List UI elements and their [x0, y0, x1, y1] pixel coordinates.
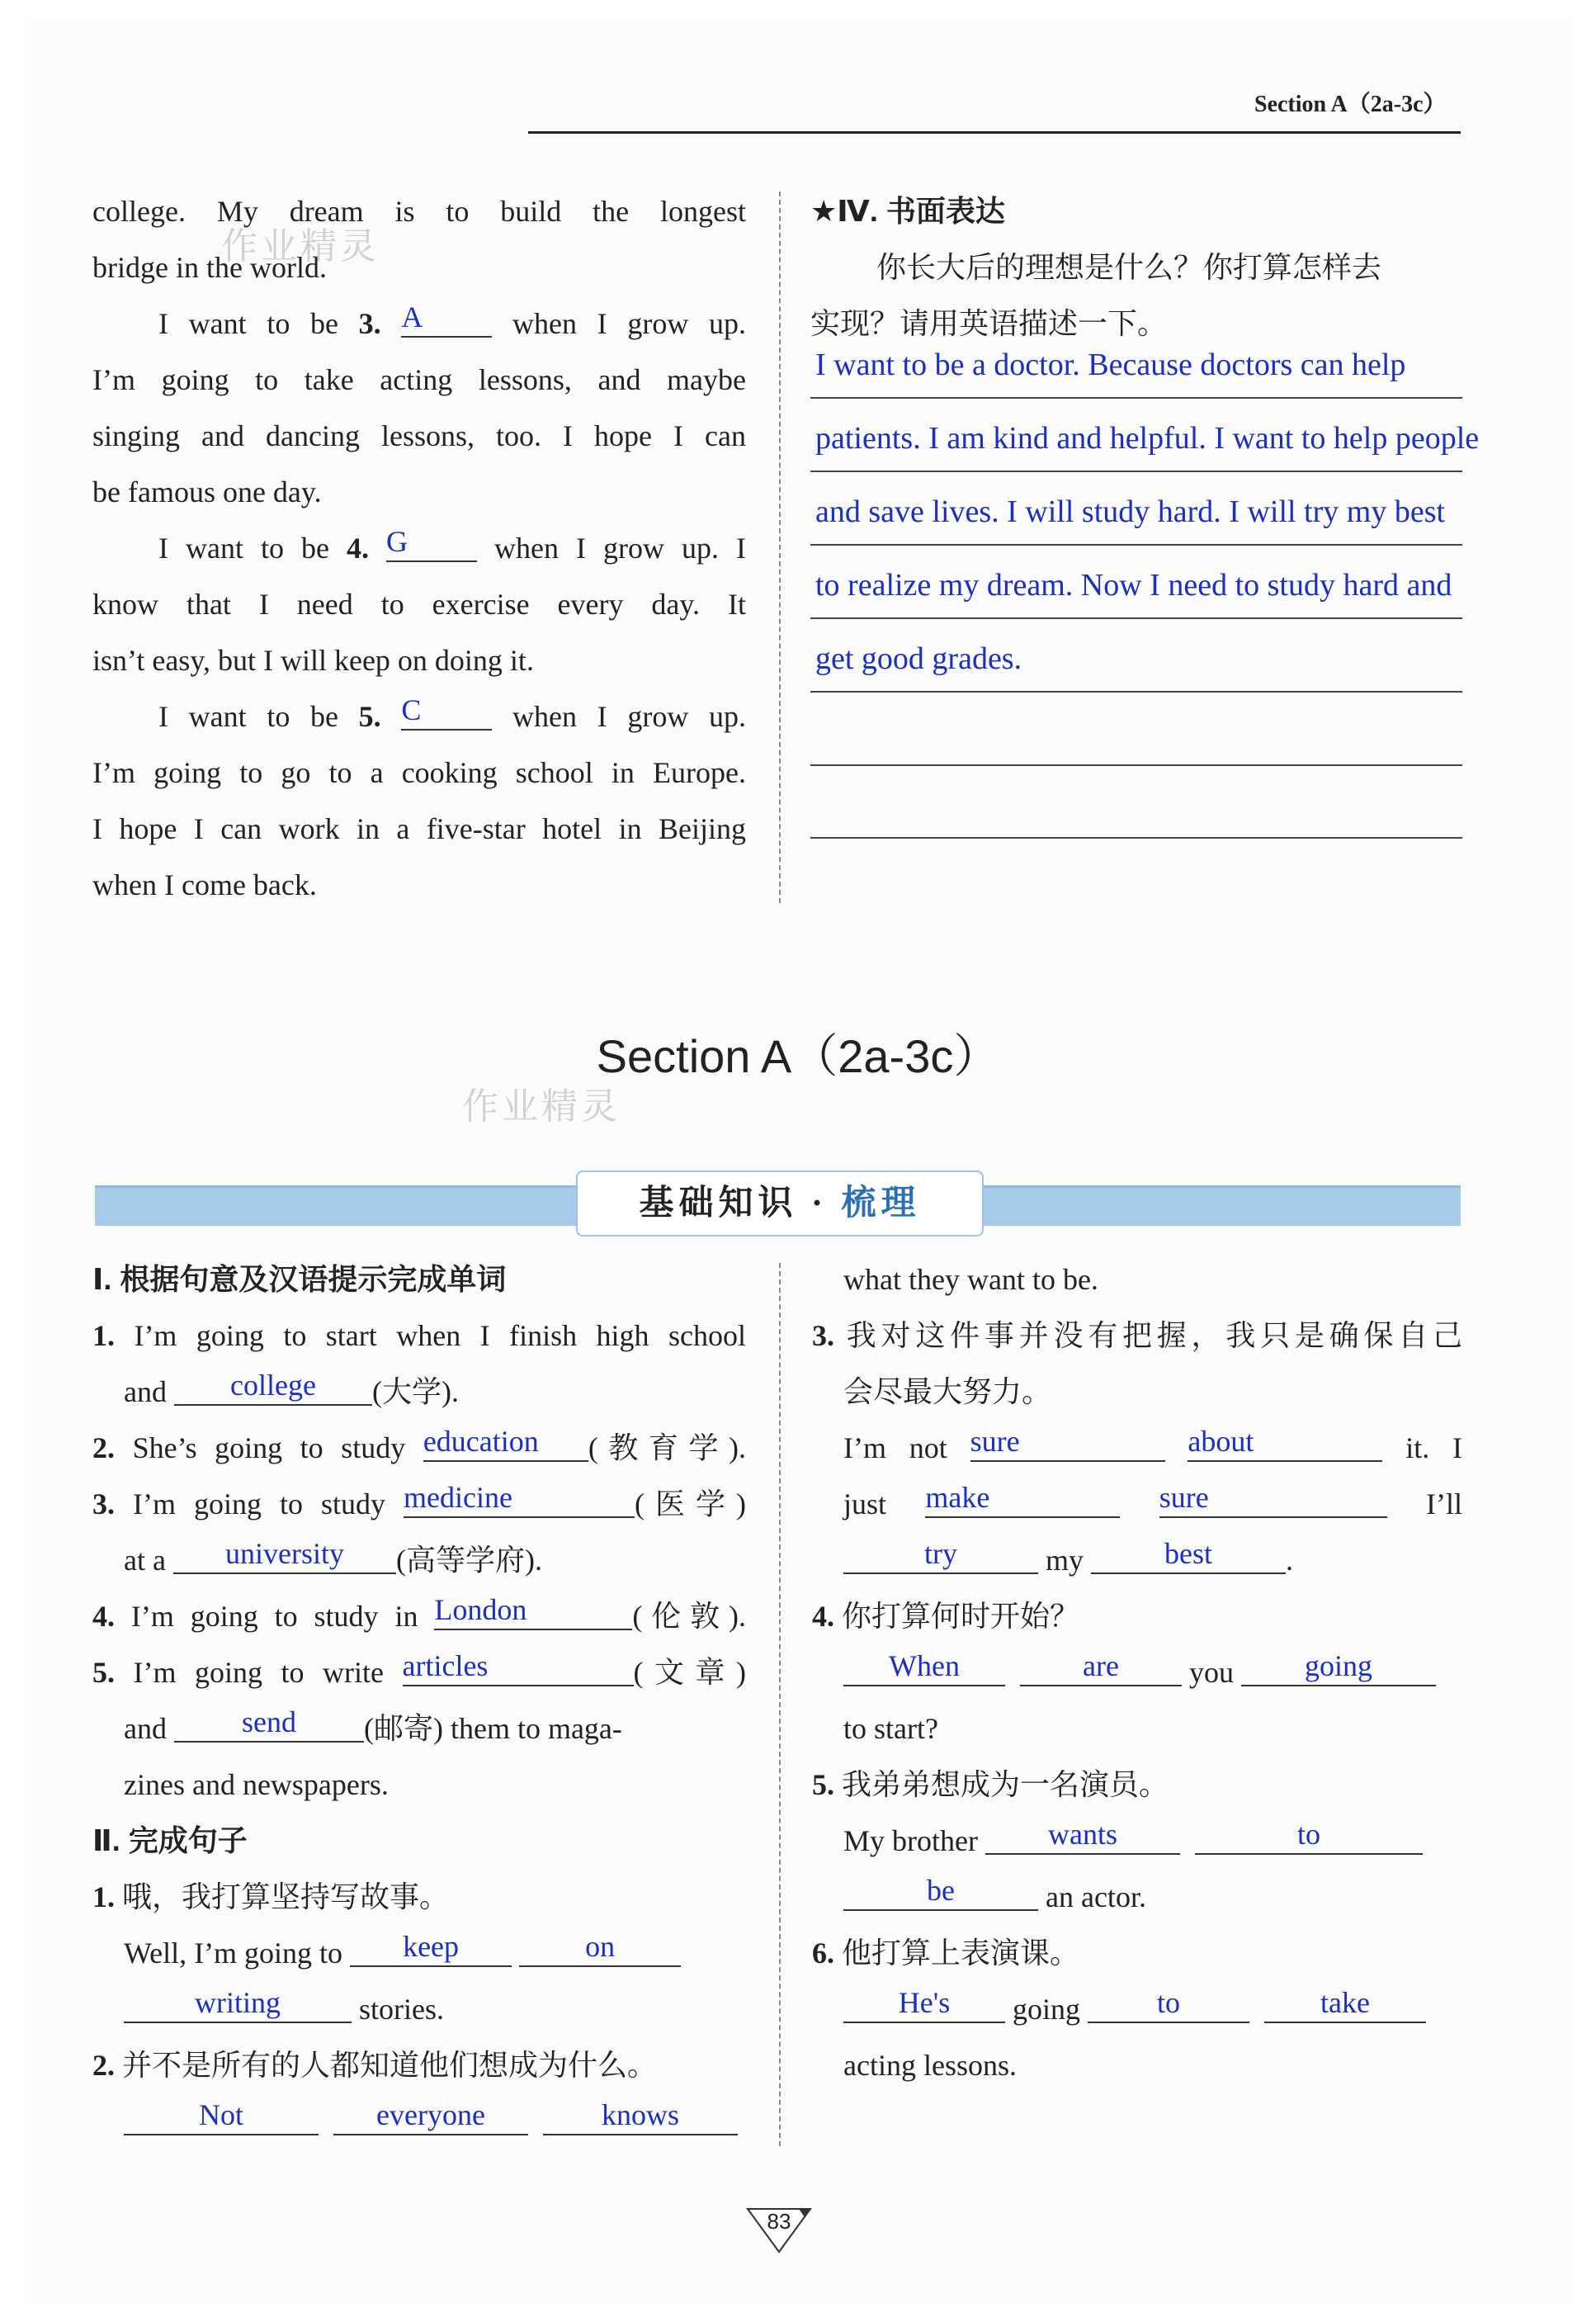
q3-line1: [92, 1476, 746, 1532]
column-divider: [779, 192, 781, 903]
text: I want to be: [158, 307, 359, 340]
writing-section: [810, 183, 1462, 352]
p2q1-cn: [92, 1869, 746, 1925]
answer-blank[interactable]: to: [1088, 1984, 1249, 2023]
text: I’m going to study: [133, 1487, 404, 1520]
answer-blank[interactable]: articles: [403, 1647, 634, 1686]
item-number: 3.: [812, 1319, 834, 1352]
header-rule: [528, 131, 1461, 134]
text: just: [843, 1487, 926, 1520]
writing-prompt: 你长大后的理想是什么？你打算怎样去: [876, 251, 1382, 284]
writing-rule: [810, 544, 1462, 546]
reading-line: I hope I can work in a five-star hotel in Beijing: [92, 812, 746, 845]
item-number: 1.: [92, 1880, 115, 1913]
text: stories.: [352, 1993, 444, 2026]
text: you: [1182, 1656, 1241, 1689]
p2q3-cn2: 会尽最大努力。: [843, 1375, 1052, 1408]
text: 他打算上表演课。: [842, 1937, 1080, 1970]
text: when I grow up. I: [477, 532, 747, 565]
part2-heading: Ⅱ. 完成句子: [92, 1823, 248, 1857]
text: 我对这件事并没有把握，我只是确保自己: [846, 1319, 1462, 1352]
running-header: Section A（2a-3c）: [1254, 92, 1447, 117]
exercise-left: [92, 1251, 746, 2149]
text: and: [124, 1712, 174, 1745]
text: 哦，我打算坚持写故事。: [122, 1880, 450, 1913]
text: I’m going to start when I finish high school: [134, 1319, 746, 1352]
text: my: [1038, 1544, 1092, 1577]
q1-line1: [92, 1308, 746, 1364]
answer-blank[interactable]: about: [1188, 1422, 1382, 1462]
reading-line: college. My dream is to build the longest: [92, 195, 746, 228]
q1-line2: [92, 1364, 746, 1420]
item-number: 5.: [92, 1656, 115, 1689]
text: I’ll: [1386, 1487, 1463, 1520]
answer-blank[interactable]: university: [173, 1535, 396, 1574]
writing-rule: [810, 617, 1462, 619]
answer-blank[interactable]: C: [401, 691, 492, 731]
p2q2-cn: [92, 2037, 746, 2093]
writing-rule: [810, 764, 1462, 766]
reading-line: when I come back.: [92, 868, 317, 901]
hint: (文章): [633, 1656, 747, 1689]
reading-line: bridge in the world.: [92, 251, 327, 284]
answer-blank[interactable]: A: [401, 298, 492, 338]
p2q3-cn1: [812, 1308, 1462, 1364]
item-number: 4.: [92, 1600, 115, 1633]
answer-blank[interactable]: college: [174, 1366, 372, 1406]
hint: (教育学).: [588, 1431, 747, 1464]
p2q3-line1: [812, 1420, 1462, 1476]
text: Well, I’m going to: [124, 1937, 351, 1970]
item-number: 2.: [92, 1431, 115, 1464]
p2q4-line2: to start?: [843, 1712, 938, 1745]
p2q3-line2: [812, 1476, 1462, 1532]
answer-blank[interactable]: take: [1264, 1984, 1426, 2023]
answer-blank[interactable]: G: [386, 523, 477, 562]
writing-rule: [810, 471, 1462, 472]
text: I’m going to write: [133, 1656, 403, 1689]
reading-line: singing and dancing lessons, too. I hope I can: [92, 419, 746, 452]
reading-line-4: [92, 520, 746, 576]
answer-blank[interactable]: be: [843, 1871, 1038, 1911]
text: when I grow up.: [492, 700, 747, 733]
text: 并不是所有的人都知道他们想成为什么。: [122, 2049, 658, 2082]
item-number: 1.: [92, 1319, 115, 1352]
text: 我弟弟想成为一名演员。: [842, 1768, 1169, 1801]
reading-line-3: [92, 296, 746, 352]
band-label-main: 基础知识 ·: [639, 1185, 842, 1222]
reading-line: isn’t easy, but I will keep on doing it.: [92, 644, 534, 677]
reading-line: I’m going to go to a cooking school in Europe.: [92, 756, 746, 789]
exercise-right: [812, 1251, 1462, 2093]
answer-blank[interactable]: education: [423, 1422, 588, 1462]
answer-blank[interactable]: sure: [970, 1422, 1165, 1462]
answer-blank[interactable]: London: [434, 1591, 632, 1630]
p2q3-line3: [812, 1532, 1462, 1588]
text: and: [124, 1375, 174, 1408]
answer-blank[interactable]: When: [843, 1647, 1005, 1686]
p2q6-line2: acting lessons.: [843, 2049, 1017, 2082]
answer-blank[interactable]: make: [925, 1478, 1120, 1518]
p2q2-line: [92, 2093, 746, 2149]
answer-blank[interactable]: writing: [124, 1984, 352, 2023]
item-number: 2.: [92, 2049, 115, 2082]
reading-line: I’m going to take acting lessons, and maybe: [92, 363, 746, 396]
band-label-accent: 梳理: [841, 1185, 921, 1222]
essay-line[interactable]: I want to be a doctor. Because doctors can help: [815, 348, 1406, 382]
q5-line2: [92, 1700, 746, 1757]
part1-heading: Ⅰ. 根据句意及汉语提示完成单词: [92, 1262, 507, 1296]
text: an actor.: [1038, 1880, 1146, 1913]
hint: (高等学府).: [395, 1544, 542, 1577]
writing-rule: [810, 691, 1462, 693]
hint: (邮寄) them to maga-: [363, 1712, 622, 1745]
reading-line-5: [92, 688, 746, 745]
essay-line[interactable]: patients. I am kind and helpful. I want to help people: [815, 421, 1480, 456]
answer-blank[interactable]: best: [1091, 1535, 1286, 1574]
text: when I grow up.: [492, 307, 747, 340]
p2q4-cn: [812, 1588, 1462, 1644]
hint: (伦敦).: [632, 1600, 746, 1633]
hint: (大学).: [371, 1375, 459, 1408]
reading-line: be famous one day.: [92, 475, 322, 508]
text: going: [1005, 1993, 1088, 2026]
p2q6-cn: [812, 1925, 1462, 1981]
q2-line: [92, 1420, 746, 1476]
essay-line[interactable]: to realize my dream. Now I need to study hard and: [815, 568, 1452, 603]
text: I want to be: [158, 700, 359, 733]
answer-blank[interactable]: everyone: [333, 2096, 528, 2135]
essay-line[interactable]: get good grades.: [815, 641, 1022, 676]
answer-blank[interactable]: medicine: [404, 1478, 635, 1518]
writing-rule: [810, 837, 1462, 839]
item-number: 4.: [812, 1600, 834, 1633]
q5-line3: zines and newspapers.: [124, 1768, 389, 1801]
item-number: 3.: [358, 307, 381, 340]
q5-line1: [92, 1644, 746, 1700]
writing-rule: [810, 397, 1462, 399]
page-number-badge: [744, 2206, 814, 2255]
watermark: 作业精灵: [221, 226, 380, 267]
text: 你打算何时开始？: [842, 1600, 1080, 1633]
text: it. I: [1382, 1431, 1463, 1464]
item-number: 3.: [92, 1487, 115, 1520]
hint: (医学): [635, 1487, 747, 1520]
answer-blank[interactable]: keep: [350, 1927, 512, 1967]
band-label: [576, 1170, 984, 1237]
q3-line2: [92, 1532, 746, 1588]
item-number: 5.: [358, 700, 381, 733]
text: at a: [124, 1544, 173, 1577]
column-divider: [779, 1263, 781, 2146]
p2q5-cn: [812, 1757, 1462, 1813]
answer-blank[interactable]: He's: [843, 1984, 1005, 2023]
text: I’m going to study in: [130, 1600, 435, 1633]
writing-heading: ★Ⅳ. 书面表达: [810, 194, 1005, 228]
answer-blank[interactable]: send: [174, 1703, 364, 1743]
section-title: Section A（2a-3c）: [596, 1030, 1000, 1082]
p2q5-line2: [812, 1869, 1462, 1925]
answer-blank[interactable]: sure: [1159, 1478, 1387, 1518]
text: .: [1286, 1544, 1294, 1577]
text: My brother: [843, 1824, 985, 1857]
answer-blank[interactable]: on: [519, 1927, 681, 1967]
answer-blank[interactable]: are: [1020, 1647, 1182, 1686]
p2q2-line3: what they want to be.: [843, 1263, 1098, 1296]
p2q1-line: [92, 1925, 746, 1981]
answer-blank[interactable]: try: [843, 1535, 1038, 1574]
reading-passage: [92, 183, 746, 913]
answer-blank[interactable]: wants: [985, 1815, 1180, 1855]
page-number: 83: [767, 2209, 791, 2234]
text: She’s going to study: [132, 1431, 423, 1464]
item-number: 5.: [812, 1768, 834, 1801]
essay-line[interactable]: and save lives. I will study hard. I will try my best: [815, 494, 1446, 529]
writing-prompt: 实现？请用英语描述一下。: [810, 307, 1168, 340]
answer-blank[interactable]: going: [1241, 1647, 1436, 1686]
answer-blank[interactable]: Not: [124, 2096, 319, 2135]
p2q1-line2: [92, 1981, 746, 2037]
q4-line: [92, 1588, 746, 1644]
text: I’m not: [843, 1431, 970, 1464]
p2q4-line: [812, 1644, 1462, 1700]
item-number: 4.: [347, 532, 369, 565]
p2q6-line: [812, 1981, 1462, 2037]
reading-line: know that I need to exercise every day. It: [92, 588, 746, 621]
item-number: 6.: [812, 1937, 834, 1970]
text: I want to be: [158, 532, 347, 565]
answer-blank[interactable]: to: [1195, 1815, 1423, 1855]
p2q5-line: [812, 1813, 1462, 1869]
answer-blank[interactable]: knows: [543, 2096, 738, 2135]
watermark: 作业精灵: [462, 1086, 621, 1127]
